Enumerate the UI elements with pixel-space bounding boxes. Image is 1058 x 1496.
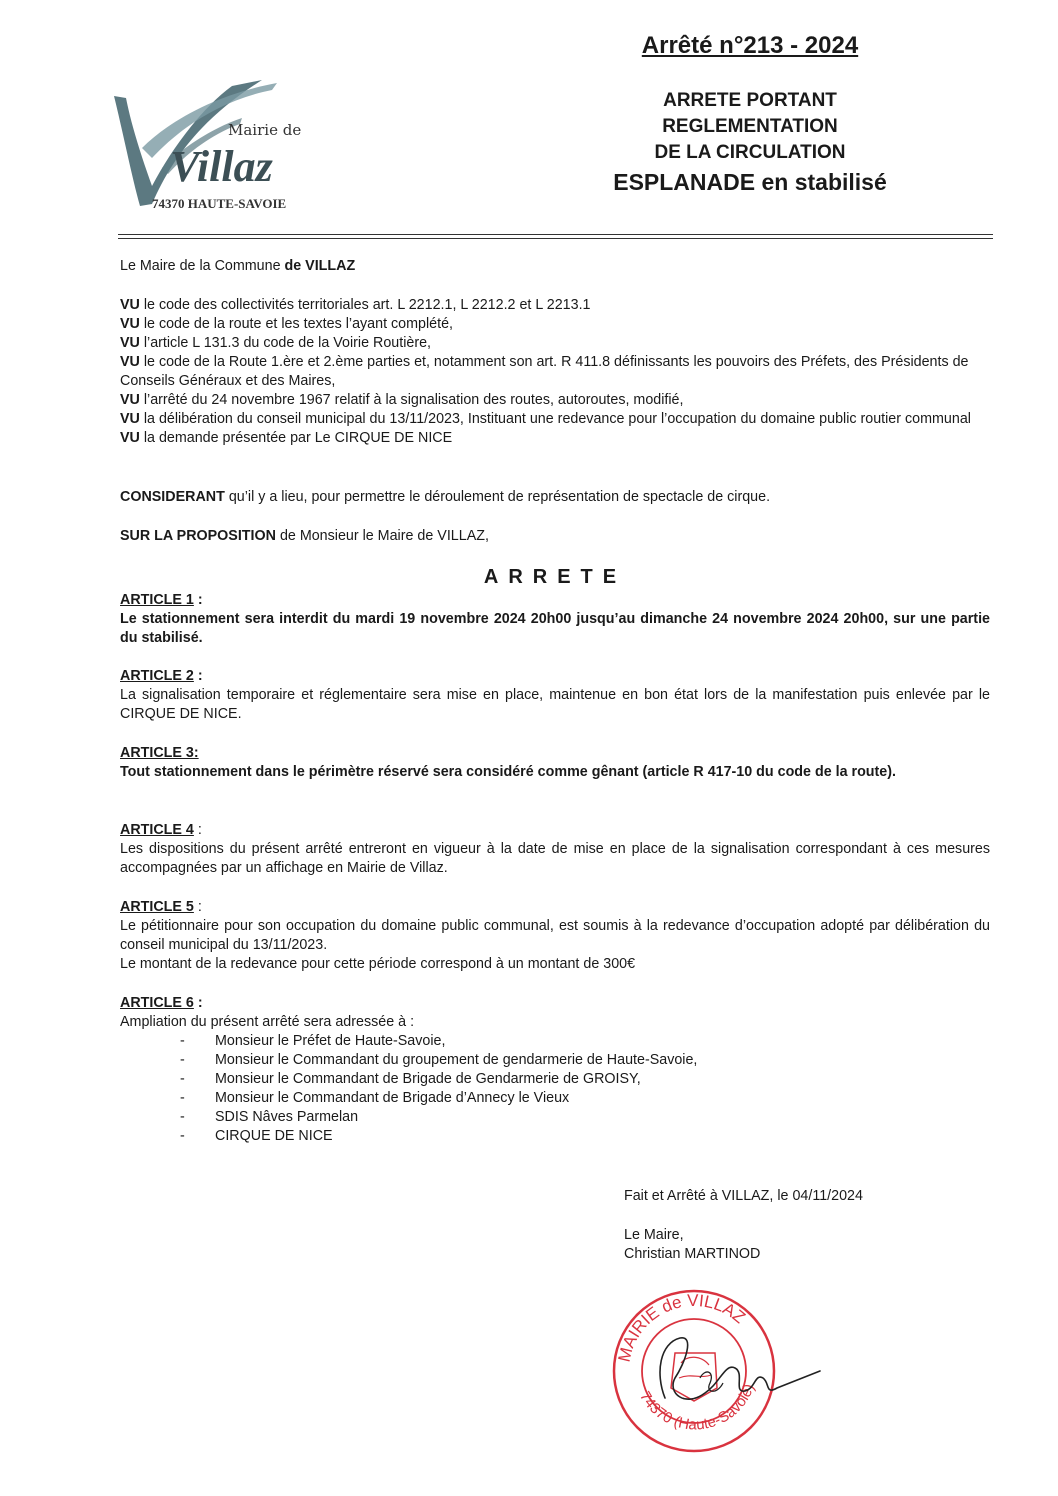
stamp-top-text: MAIRIE de VILLAZ — [614, 1290, 749, 1364]
vu-keyword: VU — [120, 430, 140, 446]
article-6 — [120, 994, 990, 1032]
recipient-text: Monsieur le Commandant de Brigade d’Annecy le Vieux — [215, 1090, 570, 1106]
vu-keyword: VU — [120, 335, 140, 351]
vu-text: le code des collectivités territoriales art. L 2212.1, L 2212.2 et L 2213.1 — [139, 297, 591, 313]
vu-item — [120, 429, 990, 448]
vu-text: la demande présentée par Le CIRQUE DE NICE — [139, 430, 453, 446]
logo-graphic — [112, 78, 332, 213]
list-item — [180, 1127, 697, 1146]
article-1-label: ARTICLE 1 — [120, 592, 194, 608]
recipient-text: Monsieur le Commandant de Brigade de Gendarmerie de GROISY, — [215, 1071, 641, 1087]
vu-keyword: VU — [120, 316, 140, 332]
intro-prefix: Le Maire de la Commune — [120, 258, 285, 274]
intro-line — [120, 257, 355, 276]
vu-block — [120, 296, 990, 448]
vu-item — [120, 334, 990, 353]
article-2-label: ARTICLE 2 — [120, 668, 194, 684]
list-item — [180, 1051, 697, 1070]
list-dash: - — [180, 1052, 185, 1068]
vu-keyword: VU — [120, 297, 140, 313]
article-5-text: Le pétitionnaire pour son occupation du domaine public communal, est soumis à la redevance d’occupation adopté par délibération du conseil municipal du 13/11/2023. — [120, 918, 990, 953]
subject-line-3: DE LA CIRCULATION — [654, 142, 846, 163]
article-1-heading — [120, 591, 990, 610]
article-6-label: ARTICLE 6 — [120, 995, 194, 1011]
article-4-suffix: : — [193, 822, 202, 838]
subject-line-4: ESPLANADE en stabilisé — [613, 169, 887, 195]
logo-line1: Mairie de — [228, 121, 302, 139]
article-1 — [120, 591, 990, 648]
article-5-suffix: : — [193, 899, 202, 915]
article-4-heading — [120, 821, 990, 840]
article-5-amount: Le montant de la redevance pour cette période correspond à un montant de 300€ — [120, 956, 636, 972]
vu-keyword: VU — [120, 354, 140, 370]
article-5-label: ARTICLE 5 — [120, 899, 194, 915]
logo-line3: 74370 HAUTE-SAVOIE — [152, 196, 287, 211]
vu-text: le code de la Route 1.ère et 2.ème parties et, notamment son art. R 411.8 définissants les pouvoirs des Préfets, des Présidents de Conseils Généraux et des Maires, — [120, 354, 969, 389]
signature-name: Christian MARTINOD — [624, 1246, 761, 1262]
logo-line2: Villaz — [170, 142, 273, 191]
list-item — [180, 1089, 697, 1108]
proposition — [120, 527, 990, 546]
signature-place-date: Fait et Arrêté à VILLAZ, le 04/11/2024 — [624, 1188, 863, 1204]
vu-keyword: VU — [120, 392, 140, 408]
recipient-text: CIRQUE DE NICE — [215, 1128, 333, 1144]
recipient-text: Monsieur le Commandant du groupement de gendarmerie de Haute-Savoie, — [215, 1052, 698, 1068]
stamp-graphic — [605, 1283, 825, 1453]
vu-item — [120, 315, 990, 334]
subject-line-1: ARRETE PORTANT — [663, 90, 837, 111]
article-4-text: Les dispositions du présent arrêté entreront en vigueur à la date de mise en place de la signalisation correspondant à ces mesures accompagnées par un affichage en Mairie de Villaz. — [120, 841, 990, 876]
list-item — [180, 1108, 697, 1127]
vu-item — [120, 296, 990, 315]
article-4-label: ARTICLE 4 — [120, 822, 194, 838]
article-6-heading — [120, 994, 990, 1013]
vu-item — [120, 410, 990, 429]
list-item — [180, 1070, 697, 1089]
article-3 — [120, 744, 990, 782]
arrete-subject — [560, 88, 940, 198]
vu-text: l’arrêté du 24 novembre 1967 relatif à la signalisation des routes, autoroutes, modifié, — [139, 392, 684, 408]
vu-text: la délibération du conseil municipal du 13/11/2023, Instituant une redevance pour l’occupation du domaine public routier communal — [139, 411, 971, 427]
considerant-text: qu’il y a lieu, pour permettre le déroulement de représentation de spectacle de cirque. — [224, 489, 771, 505]
list-dash: - — [180, 1071, 185, 1087]
article-2-suffix: : — [193, 668, 203, 684]
list-dash: - — [180, 1090, 185, 1106]
stamp-bottom-text: 74370 (Haute-Savoie) — [636, 1381, 758, 1434]
proposition-keyword: SUR LA PROPOSITION — [120, 528, 276, 544]
article-2 — [120, 667, 990, 724]
recipient-list — [180, 1032, 697, 1146]
vu-text: l’article L 131.3 du code de la Voirie Routière, — [139, 335, 432, 351]
article-4 — [120, 821, 990, 878]
list-item — [180, 1032, 697, 1051]
article-6-suffix: : — [193, 995, 203, 1011]
header-divider-2 — [118, 238, 993, 239]
article-3-text: Tout stationnement dans le périmètre réservé sera considéré comme gênant (article R 417-10 du code de la route). — [120, 764, 896, 780]
arrete-title: ARRETE — [483, 566, 627, 588]
vu-item — [120, 391, 990, 410]
article-2-heading — [120, 667, 990, 686]
list-dash: - — [180, 1109, 185, 1125]
article-1-text: Le stationnement sera interdit du mardi 19 novembre 2024 20h00 jusqu’au dimanche 24 novembre 2024 20h00, sur une partie du stabilisé. — [120, 611, 990, 646]
vu-keyword: VU — [120, 411, 140, 427]
article-6-text: Ampliation du présent arrêté sera adressée à : — [120, 1014, 415, 1030]
subject-line-2: REGLEMENTATION — [662, 116, 838, 137]
recipient-text: Monsieur le Préfet de Haute-Savoie, — [215, 1033, 446, 1049]
article-3-label: ARTICLE 3: — [120, 745, 199, 761]
mairie-stamp — [605, 1283, 825, 1453]
mairie-logo — [112, 78, 332, 213]
header-divider — [118, 234, 993, 235]
article-5-heading — [120, 898, 990, 917]
list-dash: - — [180, 1128, 185, 1144]
list-dash: - — [180, 1033, 185, 1049]
article-2-text: La signalisation temporaire et réglementaire sera mise en place, maintenue en bon état lors de la manifestation puis enlevée par le CIRQUE DE NICE. — [120, 687, 990, 722]
arrete-number: Arrêté n°213 - 2024 — [641, 32, 859, 59]
considerant — [120, 488, 990, 507]
recipient-text: SDIS Nâves Parmelan — [215, 1109, 359, 1125]
intro-commune: de VILLAZ — [284, 258, 356, 274]
considerant-keyword: CONSIDERANT — [120, 489, 225, 505]
article-1-suffix: : — [193, 592, 203, 608]
article-5 — [120, 898, 990, 974]
vu-text: le code de la route et les textes l’ayant complété, — [139, 316, 453, 332]
signature-role: Le Maire, — [624, 1227, 684, 1243]
vu-item — [120, 353, 990, 391]
proposition-text: de Monsieur le Maire de VILLAZ, — [275, 528, 489, 544]
